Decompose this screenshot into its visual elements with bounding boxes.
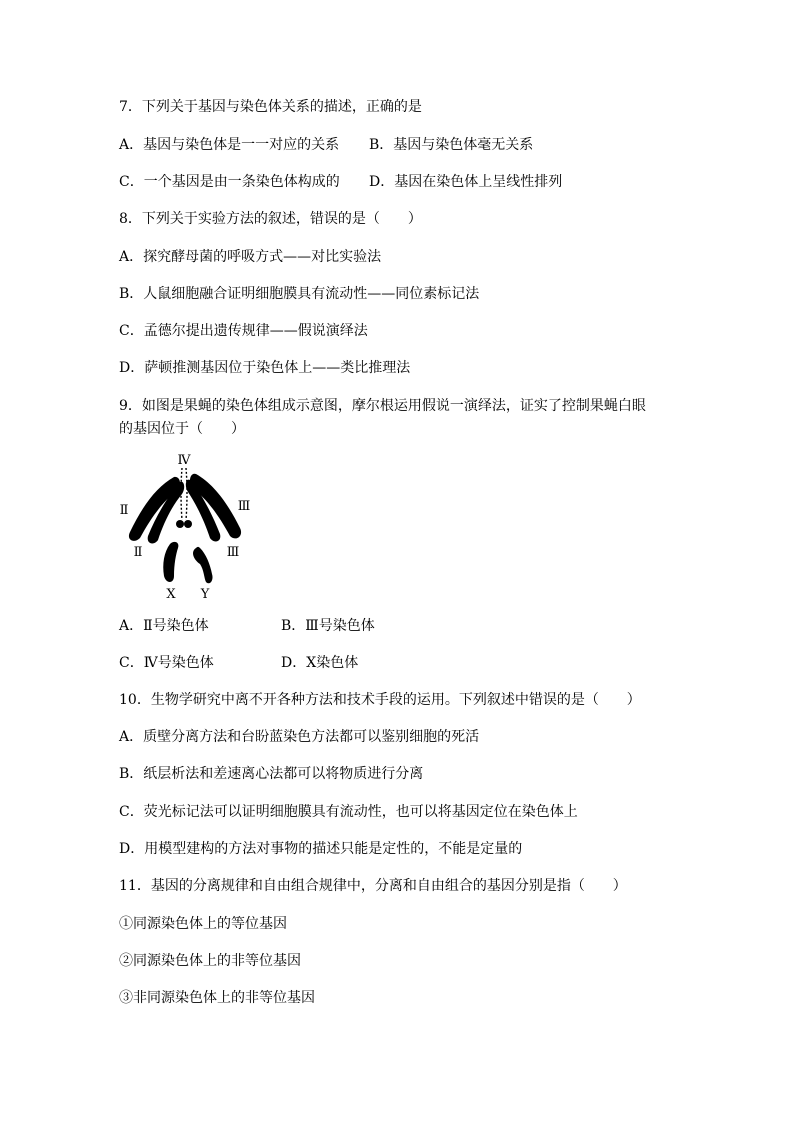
q9-option-c: C．Ⅳ号染色体 <box>119 655 214 671</box>
q7-option-d: D．基因在染色体上呈线性排列 <box>369 174 563 190</box>
q8-stem: 8．下列关于实验方法的叙述，错误的是（ ） <box>119 211 422 227</box>
q8-option-d: D．萨顿推测基因位于染色体上——类比推理法 <box>119 360 411 376</box>
q7-stem: 7．下列关于基因与染色体关系的描述，正确的是 <box>119 99 422 115</box>
q9-stem-line2: 的基因位于（ ） <box>119 421 245 437</box>
q11-option-3: ③非同源染色体上的非等位基因 <box>119 990 315 1006</box>
q10-stem: 10．生物学研究中离不开各种方法和技术手段的运用。下列叙述中错误的是（ ） <box>119 692 641 708</box>
q9-option-b: B．Ⅲ号染色体 <box>281 618 375 634</box>
q10-option-a: A．质壁分离方法和台盼蓝染色方法都可以鉴别细胞的死活 <box>119 729 480 745</box>
chromosome-iv-right-thread <box>186 468 187 520</box>
q7-option-b: B．基因与染色体毫无关系 <box>369 137 534 153</box>
q11-option-2: ②同源染色体上的非等位基因 <box>119 953 301 969</box>
q9-option-d: D．X染色体 <box>281 655 359 671</box>
drosophila-chromosome-figure <box>116 452 256 602</box>
q8-option-c: C．孟德尔提出遗传规律——假说演绎法 <box>119 323 368 339</box>
q9-stem-line1: 9．如图是果蝇的染色体组成示意图，摩尔根运用假说一演绎法，证实了控制果蝇白眼 <box>119 398 646 414</box>
q11-option-1: ①同源染色体上的等位基因 <box>119 916 287 932</box>
chromosome-diagram <box>116 452 256 602</box>
q10-option-d: D．用模型建构的方法对事物的描述只能是定性的，不能是定量的 <box>119 841 523 857</box>
label-ii-bottom: Ⅱ <box>133 545 143 560</box>
chromosome-iv-left-dot <box>176 520 184 528</box>
label-ii-top: Ⅱ <box>119 503 129 518</box>
q7-option-c: C．一个基因是由一条染色体构成的 <box>119 174 340 190</box>
label-iii-bottom: Ⅲ <box>226 545 240 560</box>
label-x: X <box>166 587 176 602</box>
label-iv: Ⅳ <box>177 453 191 468</box>
q7-option-a: A．基因与染色体是一一对应的关系 <box>119 137 340 153</box>
q10-option-b: B．纸层析法和差速离心法都可以将物质进行分离 <box>119 766 424 782</box>
q8-option-a: A．探究酵母菌的呼吸方式——对比实验法 <box>119 249 382 265</box>
label-iii-top: Ⅲ <box>237 499 251 514</box>
q9-option-a: A．Ⅱ号染色体 <box>119 618 209 634</box>
chromosome-iv-right-dot <box>184 520 192 528</box>
chromosome-x <box>163 542 178 582</box>
q11-stem: 11．基因的分离规律和自由组合规律中，分离和自由组合的基因分别是指（ ） <box>119 878 627 894</box>
chromosome-y <box>193 547 213 583</box>
label-y: Y <box>200 587 210 602</box>
q8-option-b: B．人鼠细胞融合证明细胞膜具有流动性——同位素标记法 <box>119 286 480 302</box>
q10-option-c: C．荧光标记法可以证明细胞膜具有流动性，也可以将基因定位在染色体上 <box>119 804 578 820</box>
